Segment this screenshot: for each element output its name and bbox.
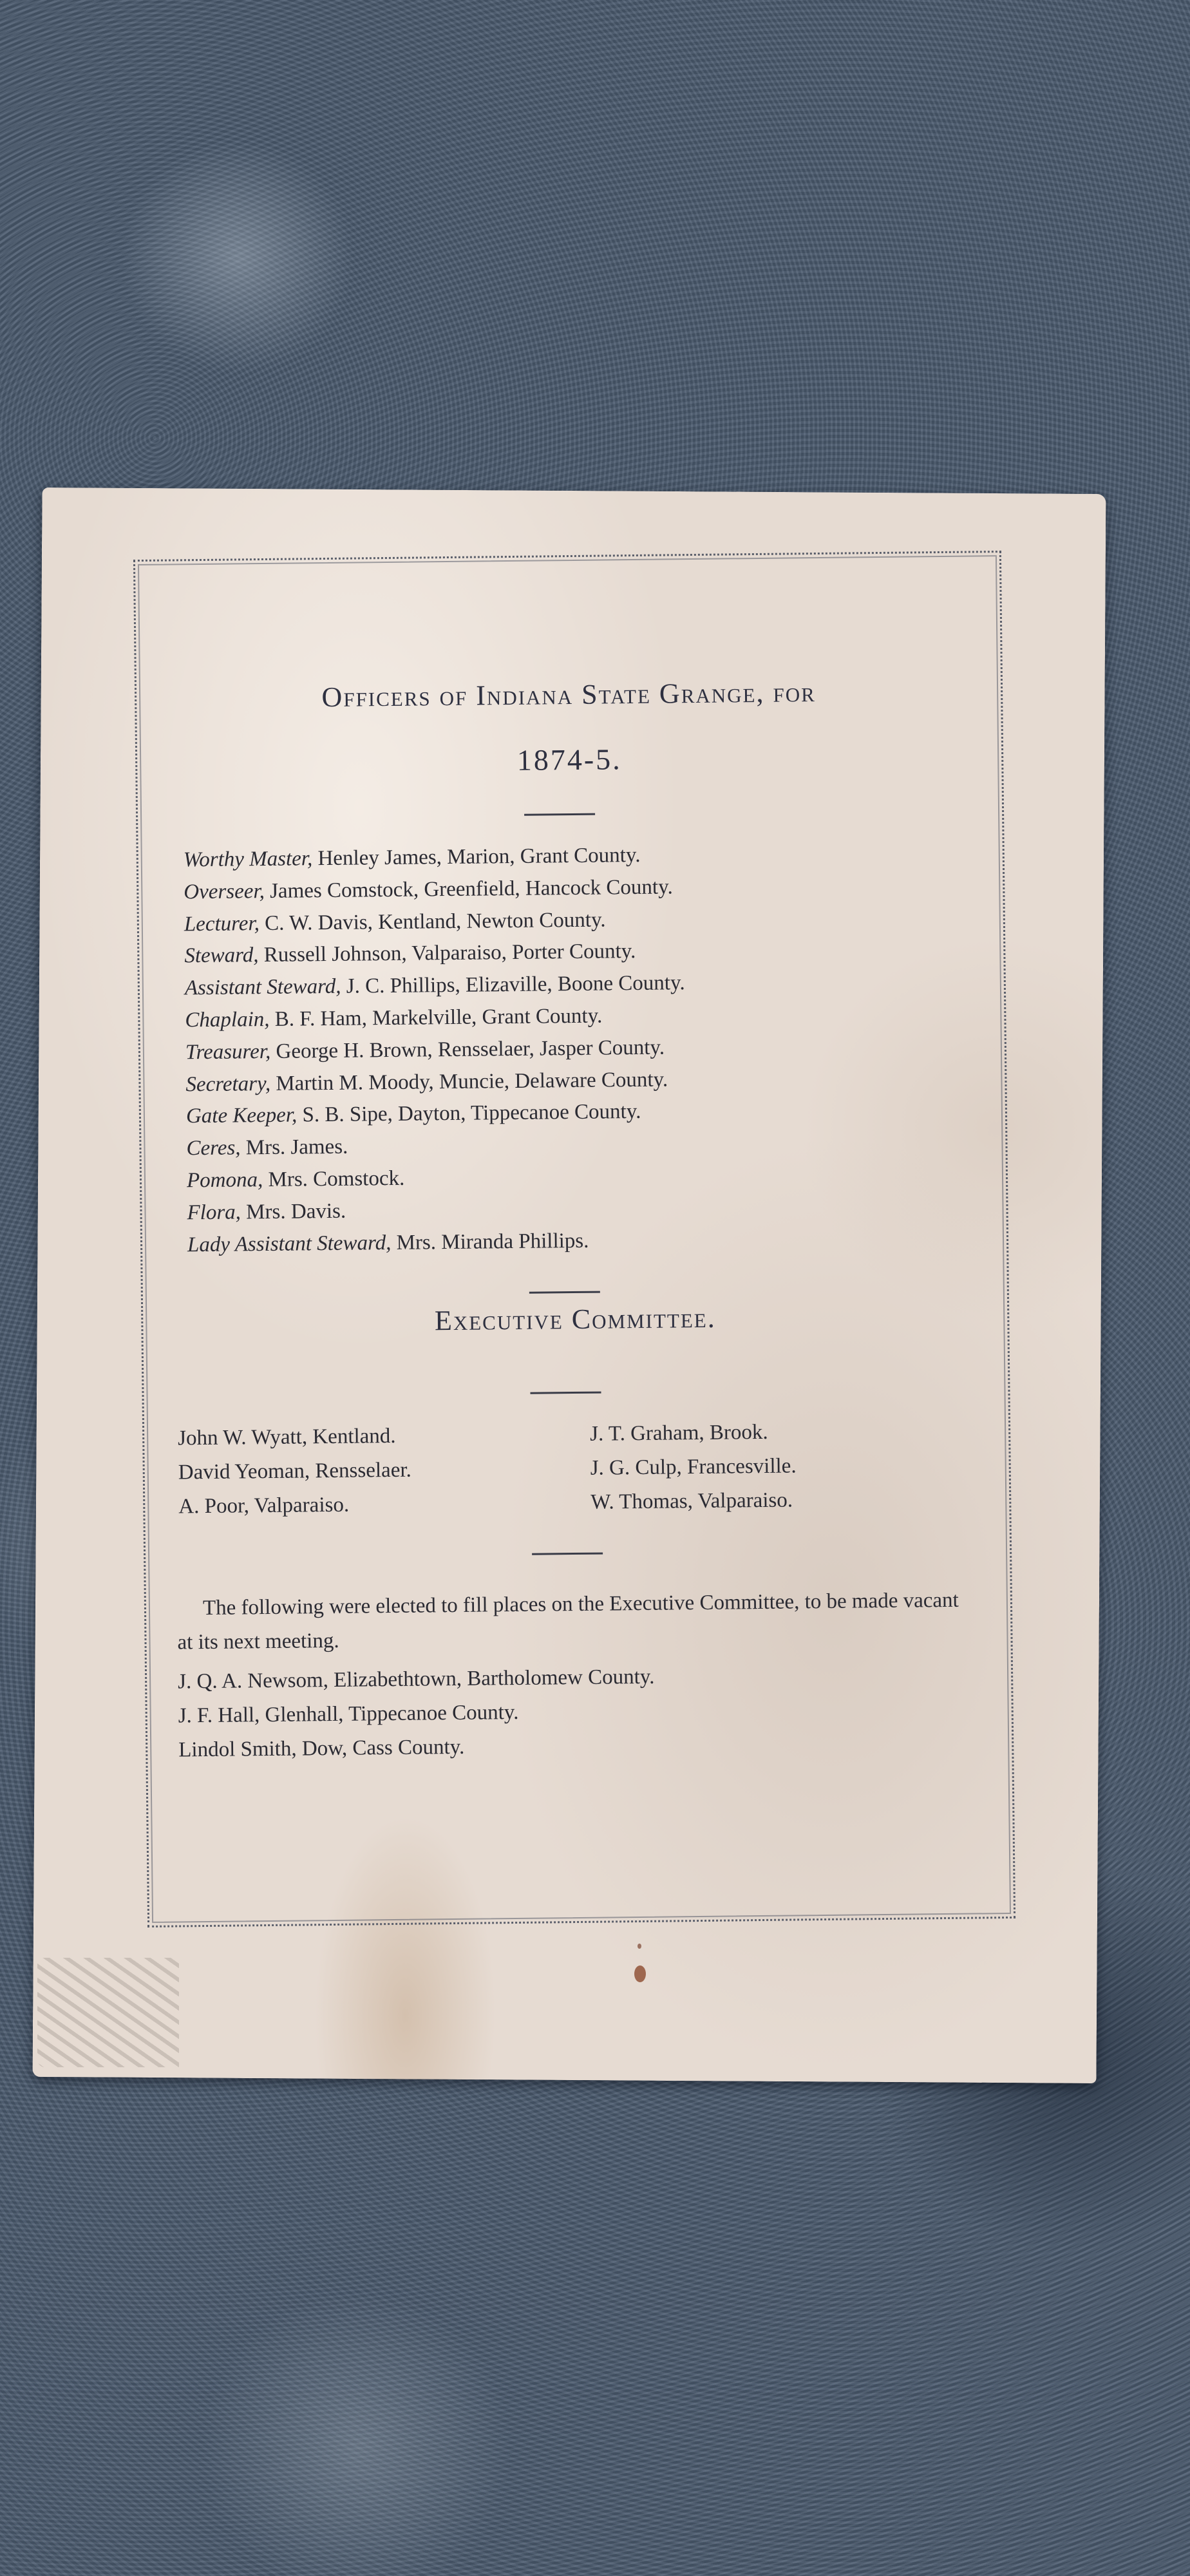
officer-details: Mrs. Miranda Phillips. — [391, 1229, 589, 1255]
officer-role: Steward, — [184, 943, 259, 968]
officer-role: Lecturer, — [184, 911, 260, 936]
elected-member: Lindol Smith, Dow, Cass County. — [178, 1735, 465, 1762]
officer-details: Mrs. James. — [240, 1135, 348, 1160]
officer-role: Lady Assistant Steward, — [187, 1231, 392, 1256]
officer-role: Worthy Master, — [183, 847, 313, 872]
executive-members-left — [178, 1419, 412, 1524]
executive-committee-heading: Executive Committee. — [434, 1302, 716, 1337]
officer-details: S. B. Sipe, Dayton, Tippecanoe County. — [297, 1100, 641, 1127]
officer-role: Ceres, — [186, 1136, 241, 1160]
officer-role: Gate Keeper, — [185, 1103, 298, 1128]
officer-details: George H. Brown, Rensselaer, Jasper County. — [270, 1036, 665, 1063]
divider-rule — [532, 1553, 603, 1555]
officer-details: Martin M. Moody, Muncie, Delaware County. — [270, 1068, 668, 1095]
elected-member: J. F. Hall, Glenhall, Tippecanoe County. — [178, 1700, 519, 1728]
executive-members-right — [590, 1415, 797, 1519]
elected-section — [177, 1584, 978, 1768]
executive-member: W. Thomas, Valparaiso. — [590, 1488, 793, 1514]
officer-details: C. W. Davis, Kentland, Newton County. — [259, 908, 606, 935]
officer-details: Henley James, Marion, Grant County. — [312, 843, 641, 871]
officer-details: Mrs. Davis. — [240, 1199, 346, 1224]
divider-rule — [529, 1291, 600, 1294]
divider-rule — [524, 813, 595, 816]
executive-member: John W. Wyatt, Kentland. — [178, 1424, 396, 1450]
executive-member: David Yeoman, Rensselaer. — [178, 1458, 411, 1484]
paper-stain — [634, 1965, 646, 1982]
elected-member: J. Q. A. Newsom, Elizabethtown, Bartholomew County. — [177, 1665, 655, 1694]
officer-role: Secretary, — [185, 1072, 271, 1096]
officer-role: Assistant Steward, — [184, 974, 341, 1000]
officer-role: Pomona, — [186, 1168, 263, 1193]
document-heading: Officers of Indiana State Grange, for — [321, 676, 817, 714]
officers-list — [184, 836, 980, 1261]
officer-details: Mrs. Comstock. — [263, 1166, 405, 1192]
officer-details: Russell Johnson, Valparaiso, Porter County. — [258, 940, 636, 967]
officer-details: B. F. Ham, Markelville, Grant County. — [269, 1004, 603, 1031]
executive-member: J. T. Graham, Brook. — [589, 1420, 768, 1446]
officer-details: James Comstock, Greenfield, Hancock County. — [264, 875, 673, 903]
document-year: 1874-5. — [516, 743, 622, 777]
divider-rule — [530, 1392, 601, 1394]
document-border-frame — [133, 551, 1015, 1927]
officer-role: Chaplain, — [185, 1007, 270, 1032]
elected-paragraph: The following were elected to fill places on the Executive Committee, to be made vacant at its next meeting. — [177, 1588, 959, 1654]
officer-role: Overseer, — [184, 879, 265, 904]
executive-member: J. G. Culp, Francesville. — [590, 1454, 797, 1480]
paper-stain — [638, 1944, 641, 1949]
officer-role: Flora, — [187, 1200, 241, 1225]
executive-member: A. Poor, Valparaiso. — [178, 1493, 350, 1519]
officer-role: Treasurer, — [185, 1039, 271, 1065]
officer-details: J. C. Phillips, Elizaville, Boone County. — [341, 971, 685, 998]
card-corner-wear — [37, 1958, 179, 2067]
